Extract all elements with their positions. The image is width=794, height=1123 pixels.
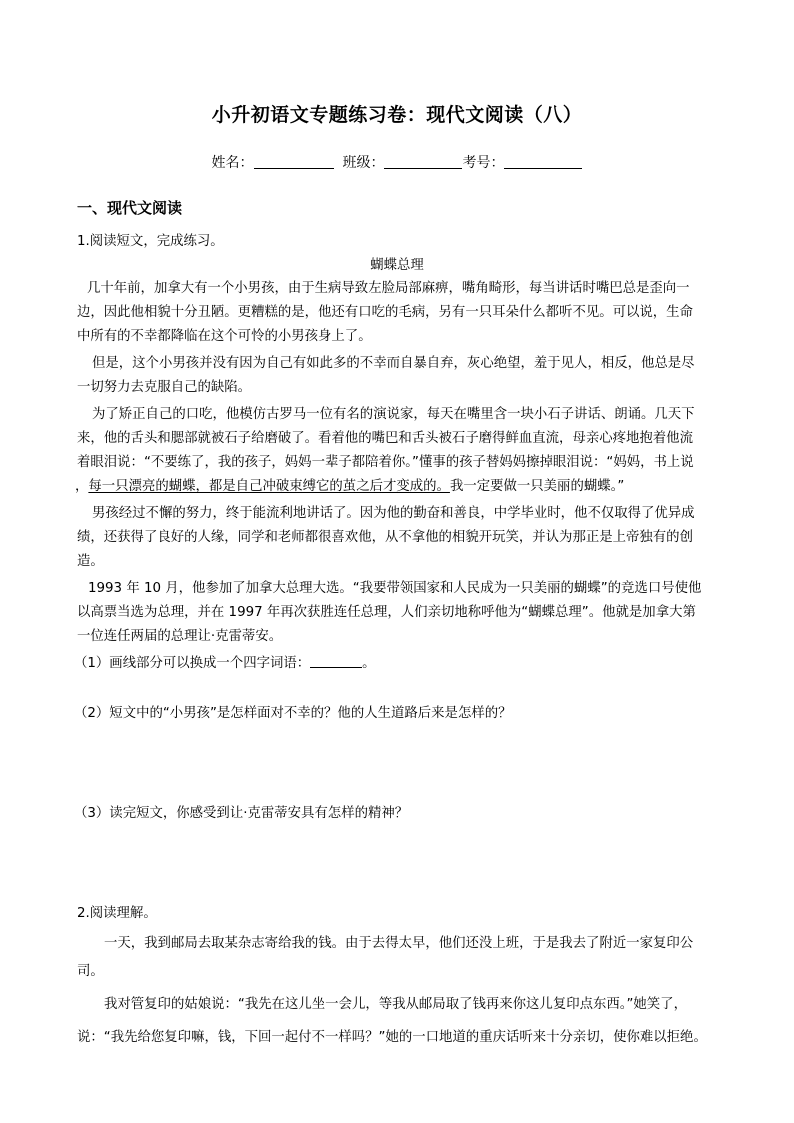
passage-line: 一位连任两届的总理让·克雷蒂安。 [77, 629, 283, 644]
passage-line-end: 我一定要做一只美丽的蝴蝶。” [449, 479, 625, 494]
exam-no-blank[interactable] [504, 154, 582, 169]
underlined-sentence: 每一只漂亮的蝴蝶，都是自己冲破束缚它的茧之后才变成的。 [88, 479, 450, 494]
passage-line: 为了矫正自己的口吃，他模仿古罗马一位有名的演说家，每天在嘴里含一块小石子讲话、朗诵。几天下 [92, 407, 695, 422]
passage-line: 以高票当选为总理，并在 1997 年再次获胜连任总理，人们亲切地称呼他为“蝴蝶总理”。他就是加拿大第 [77, 605, 696, 620]
sub-question-1 [74, 654, 376, 674]
passage-line: 1993 年 10 月，他参加了加拿大总理大选。“我要带领国家和人民成为一只美丽的蝴蝶”的竞选口号使他 [88, 581, 702, 596]
sub1-end: 。 [362, 656, 376, 671]
passage-line: 边，因此他相貌十分丑陋。更糟糕的是，他还有口吃的毛病，另有一只耳朵什么都听不见。可以说，生命 [77, 305, 693, 320]
passage-line: 说：“我先给您复印嘛，钱，下回一起付不一样吗？”她的一口地道的重庆话听来十分亲切，使你难以拒绝。 [77, 1030, 707, 1045]
passage-line: 我对管复印的姑娘说：“我先在这儿坐一会儿，等我从邮局取了钱再来你这儿复印点东西。”她笑了， [104, 997, 687, 1012]
passage-line: 几十年前，加拿大有一个小男孩，由于生病导致左脸局部麻痹，嘴角畸形，每当讲话时嘴巴总是歪向一 [87, 281, 690, 296]
passage-line: 司。 [77, 964, 104, 979]
student-info-row [0, 152, 794, 172]
comma: ， [75, 479, 89, 494]
passage-line: 来，他的舌头和腮部就被石子给磨破了。看着他的嘴巴和舌头被石子磨得鲜血直流，母亲心疼地抱着他流 [77, 431, 693, 446]
q2-instruction: 2.阅读理解。 [77, 906, 157, 921]
passage-line: 中所有的不幸都降临在这个可怜的小男孩身上了。 [77, 329, 372, 344]
class-label: 班级： [342, 155, 385, 171]
section-heading: 一、现代文阅读 [77, 199, 183, 217]
passage-line [75, 477, 624, 497]
passage-line: 绩，还获得了良好的人缘，同学和老师都很喜欢他，从不拿他的相貌开玩笑，并认为那正是上帝独有的创 [77, 530, 693, 545]
passage-title: 蝴蝶总理 [370, 258, 424, 273]
sub1-text: （1）画线部分可以换成一个四字词语： [74, 656, 311, 671]
exam-no-label: 考号： [462, 155, 505, 171]
sub-question-3: （3）读完短文，你感受到让·克雷蒂安具有怎样的精神？ [74, 806, 409, 821]
passage-line: 一天，我到邮局去取某杂志寄给我的钱。由于去得太早，他们还没上班，于是我去了附近一家复印公 [104, 936, 694, 951]
passage-line: 但是，这个小男孩并没有因为自己有如此多的不幸而自暴自弃，灰心绝望，羞于见人，相反，他总是尽 [92, 356, 695, 371]
page-title: 小升初语文专题练习卷：现代文阅读（八） [211, 104, 583, 126]
sub-question-2: （2）短文中的“小男孩”是怎样面对不幸的？他的人生道路后来是怎样的？ [74, 706, 512, 721]
name-blank[interactable] [254, 154, 334, 169]
class-blank[interactable] [384, 154, 462, 169]
name-label: 姓名： [211, 155, 254, 171]
passage-line: 一切努力去克服自己的缺陷。 [77, 380, 252, 395]
passage-line: 造。 [77, 554, 104, 569]
passage-line: 男孩经过不懈的努力，终于能流利地讲话了。因为他的勤奋和善良，中学毕业时，他不仅取得了优异成 [92, 506, 695, 521]
q1-instruction: 1.阅读短文，完成练习。 [77, 234, 224, 249]
answer-blank[interactable] [310, 655, 362, 668]
passage-line: 着眼泪说：“不要练了，我的孩子，妈妈一辈子都陪着你。”懂事的孩子替妈妈擦掉眼泪说：“妈妈，书上说 [77, 455, 694, 470]
